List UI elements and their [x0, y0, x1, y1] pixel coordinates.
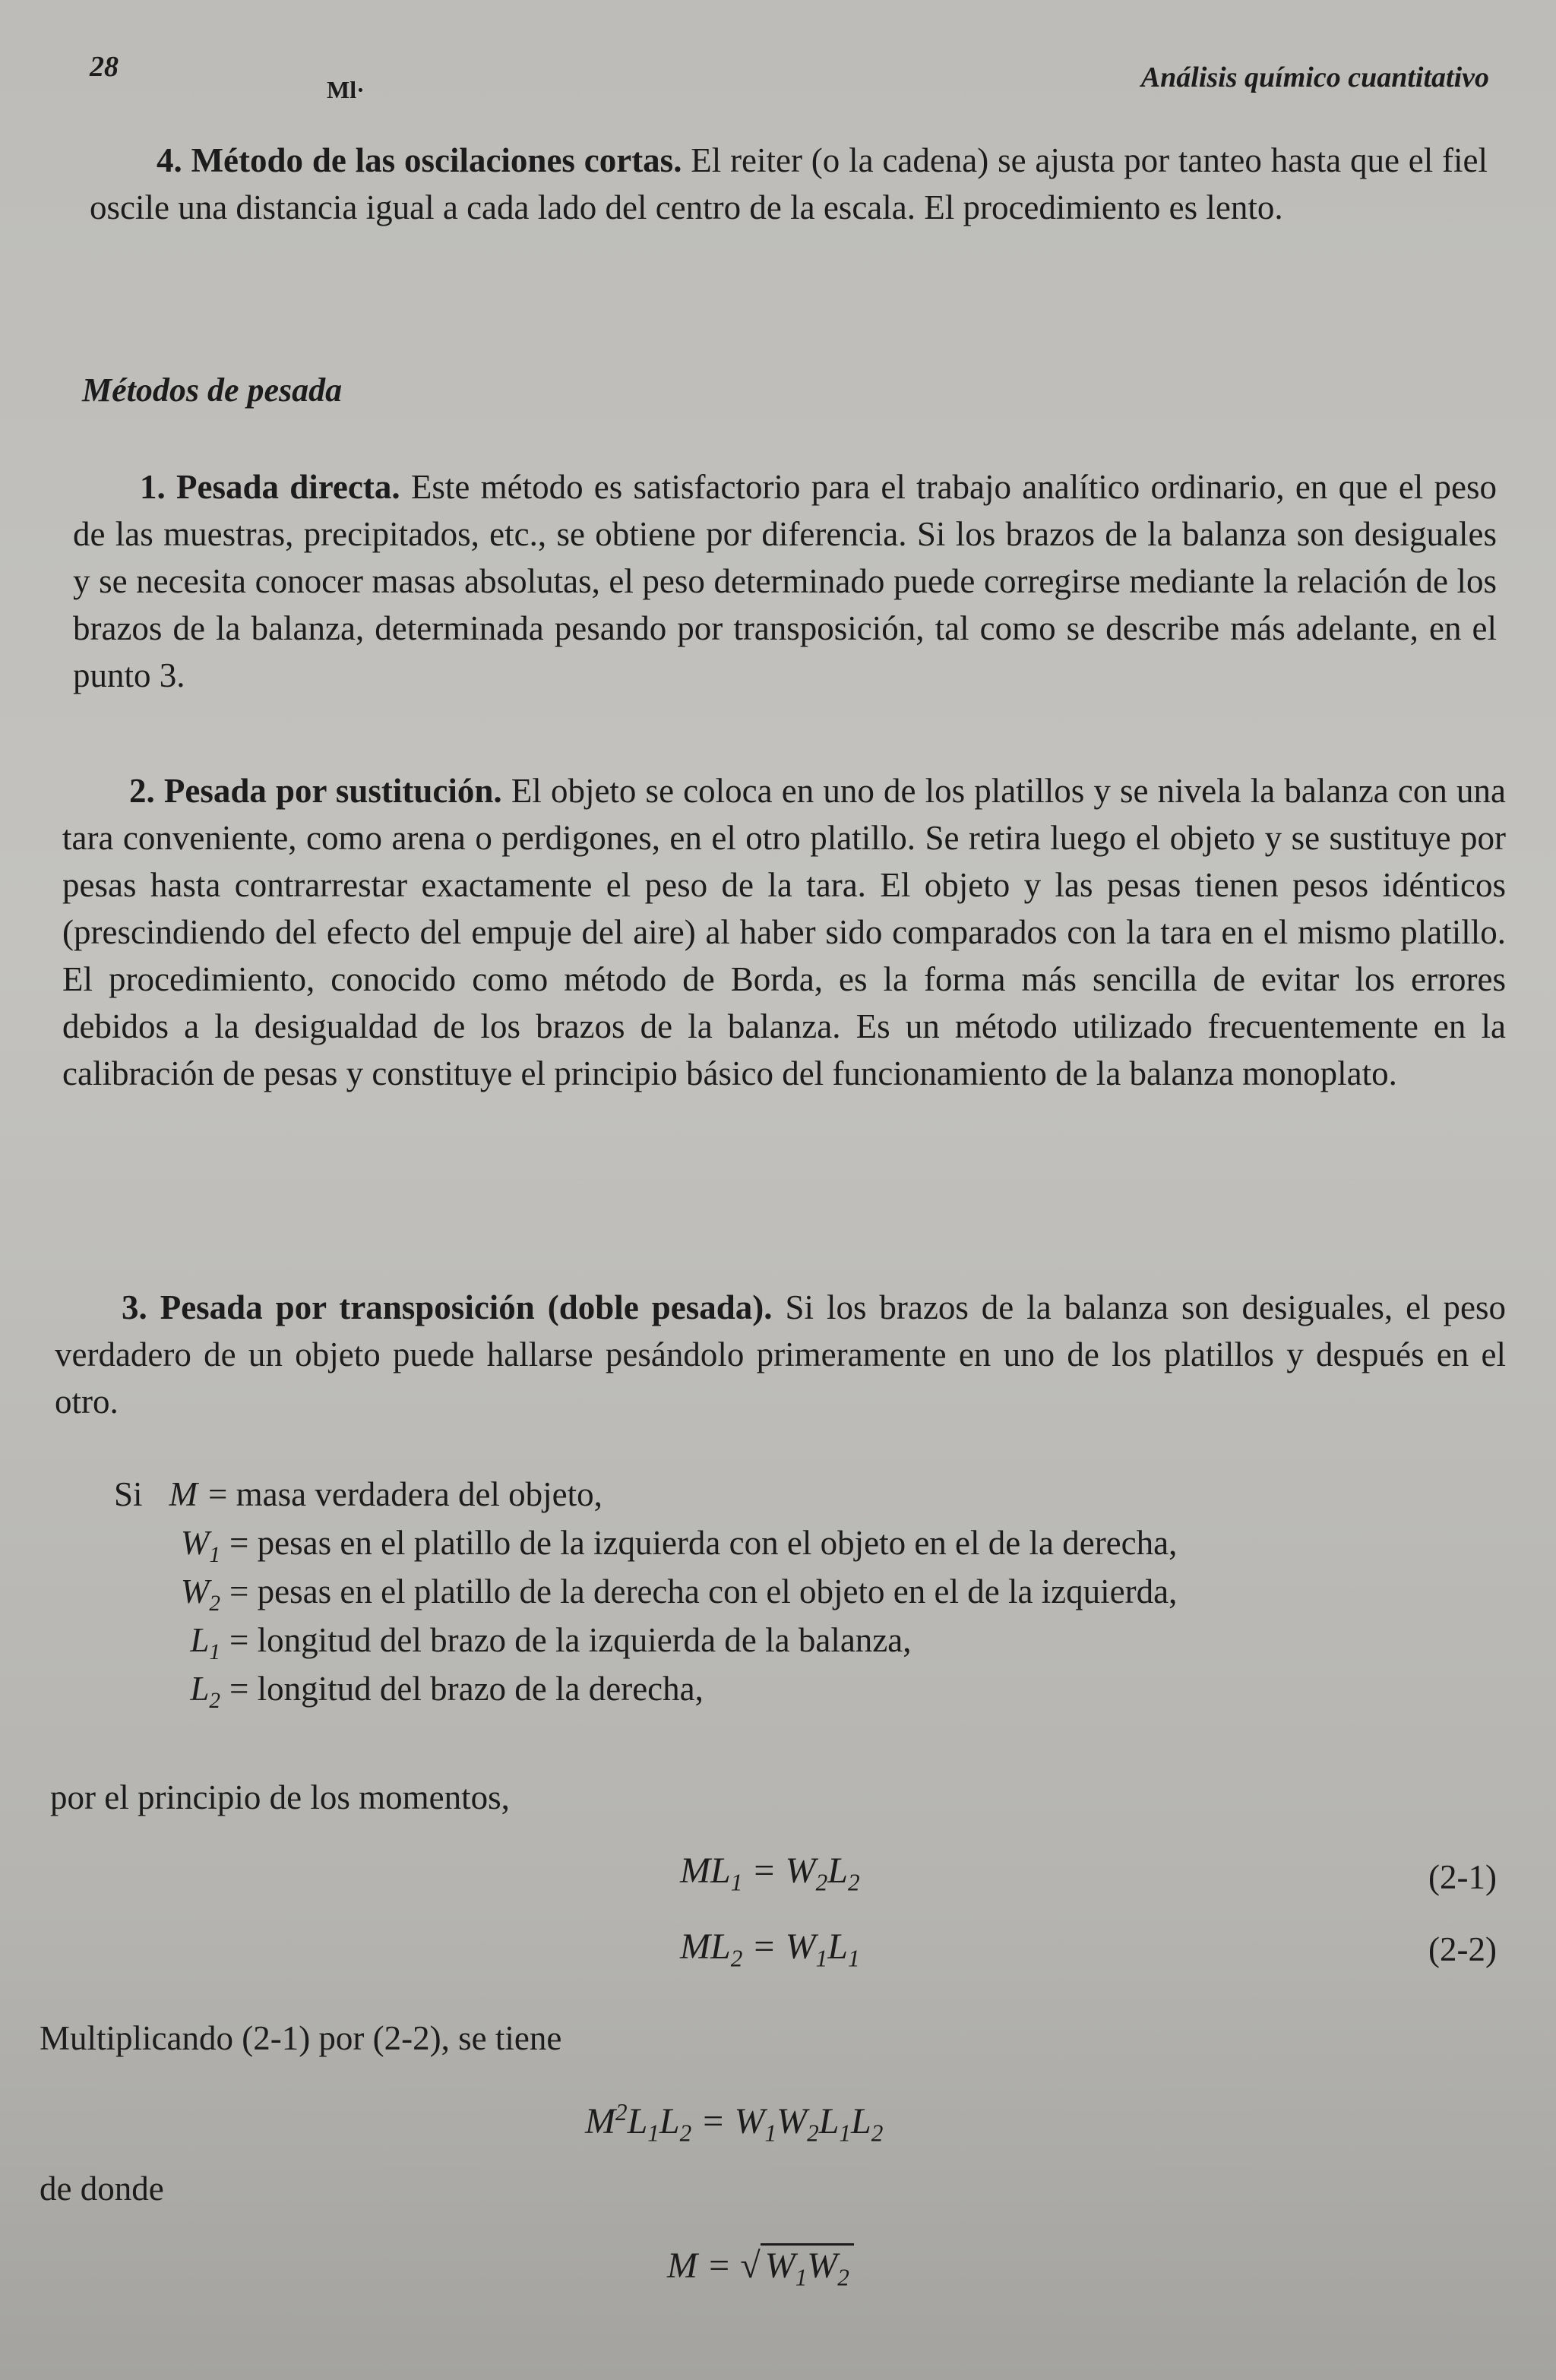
equation-2-1: $ML_1 = W_2L_2$: [680, 1851, 860, 1896]
definition-row: [114, 1664, 1512, 1713]
de-donde-line: de donde: [40, 2170, 164, 2208]
multiply-line: Multiplicando (2-1) por (2-2), se tiene: [40, 2019, 562, 2057]
definition-text: = masa verdadera del objeto,: [208, 1475, 602, 1513]
method-3-title: Pesada por transposición (doble pesada).: [160, 1288, 773, 1326]
definition-text: = pesas en el platillo de la izquierda con el objeto en el de la derecha,: [229, 1524, 1178, 1562]
page-number: 28: [90, 51, 119, 83]
method-3-number: 3.: [122, 1288, 147, 1326]
equation-2-2: $ML_2 = W_1L_1$: [680, 1926, 860, 1972]
method-1-number: 1.: [140, 468, 166, 506]
definition-symbol: $L_2$: [190, 1670, 220, 1713]
method-3-paragraph: [55, 1284, 1506, 1425]
definition-row: [114, 1616, 1512, 1664]
method-2-title: Pesada por sustitución.: [163, 772, 502, 810]
definition-row: [114, 1470, 1512, 1519]
method-3-text: Si los brazos de la balanza son desiguales, el peso verdadero de un objeto puede hallarse pesándolo primeramente en uno de los platillos y después en el otro.: [55, 1288, 1506, 1421]
definition-row: [114, 1567, 1512, 1616]
definition-symbol: M: [169, 1475, 198, 1513]
definitions-intro: Si: [114, 1475, 143, 1513]
oscillation-method-number: 4.: [157, 141, 182, 179]
equation-2-1-number: (2-1): [1428, 1858, 1497, 1896]
definition-symbol: $W_1$: [180, 1524, 220, 1567]
oscillation-method-paragraph: [90, 137, 1488, 231]
oscillation-method-title: Método de las oscilaciones cortas.: [191, 141, 682, 179]
method-1-text: Este método es satisfactorio para el trabajo analítico ordinario, en que el peso de las muestras, precipitados, etc., se obtiene por diferencia. Si los brazos de la balanza son desiguales y se necesita conocer masas absolutas, el peso determinado puede corregirse mediante la relación de los brazos de la balanza, determinada pesando por transposición, tal como se describe más adelante, en el punto 3.: [73, 468, 1497, 694]
product-equation: $M^2L_1L_2 = W_1W_2L_1L_2$: [585, 2099, 884, 2147]
equation-2-2-number: (2-2): [1428, 1930, 1497, 1968]
definition-text: = longitud del brazo de la derecha,: [229, 1670, 704, 1708]
definition-text: = pesas en el platillo de la derecha con el objeto en el de la izquierda,: [229, 1572, 1178, 1610]
section-heading: Métodos de pesada: [82, 371, 343, 409]
definition-row: [114, 1519, 1512, 1567]
oscillation-method-text: El reiter (o la cadena) se ajusta por tanteo hasta que el fiel oscile una distancia igual a cada lado del centro de la escala. El procedimiento es lento.: [90, 141, 1488, 226]
variable-definitions: [114, 1470, 1512, 1713]
running-header-title: Análisis químico cuantitativo: [1140, 62, 1489, 93]
definition-symbol: $L_1$: [190, 1621, 220, 1664]
method-1-paragraph: [73, 463, 1497, 699]
method-2-text: El objeto se coloca en uno de los platillos y se nivela la balanza con una tara conveniente, como arena o perdigones, en el otro platillo. Se retira luego el objeto y se sustituye por pesas hasta contrarrestar exactamente el peso de la tara. El objeto y las pesas tienen pesos idénticos (prescindiendo del efecto del empuje del aire) al haber sido comparados con la tara en el mismo platillo. El procedimiento, conocido como método de Borda, es la forma más sencilla de evitar los errores debidos a la desigualdad de los brazos de la balanza. Es un método utilizado frecuentemente en la calibración de pesas y constituye el principio básico del funcionamiento de la balanza monoplato.: [62, 772, 1506, 1092]
definition-symbol: $W_2$: [180, 1572, 220, 1616]
definition-text: = longitud del brazo de la izquierda de la balanza,: [229, 1621, 912, 1659]
method-2-paragraph: [62, 767, 1506, 1097]
method-2-number: 2.: [129, 772, 155, 810]
moments-line: por el principio de los momentos,: [50, 1778, 510, 1816]
mass-equation: M = √ $W_1W_2$: [667, 2245, 854, 2287]
method-1-title: Pesada directa.: [176, 468, 400, 506]
stray-mark: Ml·: [327, 76, 365, 103]
